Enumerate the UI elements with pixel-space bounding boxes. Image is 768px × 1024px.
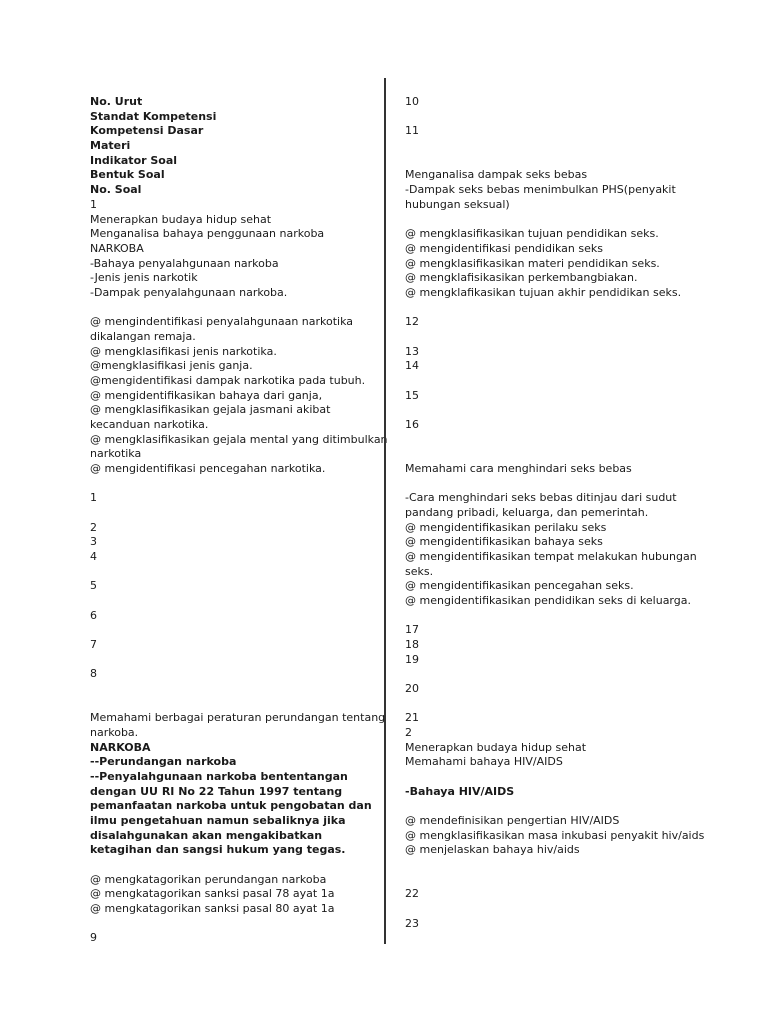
left-text-line: -Dampak penyalahgunaan narkoba. bbox=[90, 286, 288, 299]
left-text-line: Menganalisa bahaya penggunaan narkoba bbox=[90, 227, 325, 240]
left-text-line: NARKOBA bbox=[90, 242, 144, 255]
left-text-line: Bentuk Soal bbox=[90, 168, 165, 181]
right-text-line: 22 bbox=[405, 887, 419, 900]
right-text-line: 15 bbox=[405, 389, 419, 402]
left-text-line: Kompetensi Dasar bbox=[90, 124, 204, 137]
left-text-line: @ mengkatagorikan perundangan narkoba bbox=[90, 873, 327, 886]
left-text-line: Standat Kompetensi bbox=[90, 110, 217, 123]
right-text-line: 14 bbox=[405, 359, 419, 372]
right-text-line: 16 bbox=[405, 418, 419, 431]
right-text-line: -Bahaya HIV/AIDS bbox=[405, 785, 515, 798]
left-text-line: Memahami berbagai peraturan perundangan tentang bbox=[90, 711, 386, 724]
right-text-line: 19 bbox=[405, 653, 419, 666]
right-text-line: seks. bbox=[405, 565, 434, 578]
left-text-line: 7 bbox=[90, 638, 97, 651]
left-text-line: @mengidentifikasi dampak narkotika pada tubuh. bbox=[90, 374, 366, 387]
right-text-line: @ mengidentifikasi pendidikan seks bbox=[405, 242, 603, 255]
right-text-line: @ mengklasifikasikan materi pendidikan seks. bbox=[405, 257, 660, 270]
right-text-line: 18 bbox=[405, 638, 419, 651]
right-text-line: 13 bbox=[405, 345, 419, 358]
left-text-line: @ mengindentifikasi penyalahgunaan narkotika bbox=[90, 315, 354, 328]
column-divider bbox=[384, 78, 386, 944]
left-text-line: narkotika bbox=[90, 447, 142, 460]
left-text-line: @ mengklasifikasi jenis narkotika. bbox=[90, 345, 277, 358]
left-text-line: --Perundangan narkoba bbox=[90, 755, 237, 768]
left-text-line: 3 bbox=[90, 535, 97, 548]
left-text-line: 6 bbox=[90, 609, 97, 622]
left-text-line: Indikator Soal bbox=[90, 154, 178, 167]
left-text-line: 1 bbox=[90, 491, 97, 504]
right-text-line: @ mengklasifikasikan masa inkubasi penyakit hiv/aids bbox=[405, 829, 705, 842]
right-text-line: @ mengklafikasikan tujuan akhir pendidikan seks. bbox=[405, 286, 682, 299]
right-text-line: hubungan seksual) bbox=[405, 198, 510, 211]
left-text-line: ilmu pengetahuan namun sebaliknya jika bbox=[90, 814, 346, 827]
left-text-line: disalahgunakan akan mengakibatkan bbox=[90, 829, 323, 842]
left-text-line: No. Urut bbox=[90, 95, 143, 108]
right-text-line: 21 bbox=[405, 711, 419, 724]
left-text-line: -Jenis jenis narkotik bbox=[90, 271, 198, 284]
left-text-line: dikalangan remaja. bbox=[90, 330, 196, 343]
right-text-line: 11 bbox=[405, 124, 419, 137]
right-text-line: pandang pribadi, keluarga, dan pemerintah. bbox=[405, 506, 649, 519]
left-text-line: -Bahaya penyalahgunaan narkoba bbox=[90, 257, 279, 270]
right-text-line: @ mengidentifikasikan bahaya seks bbox=[405, 535, 603, 548]
left-text-line: dengan UU RI No 22 Tahun 1997 tentang bbox=[90, 785, 343, 798]
left-text-line: Materi bbox=[90, 139, 131, 152]
left-text-line: @mengklasifikasi jenis ganja. bbox=[90, 359, 253, 372]
right-text-line: 10 bbox=[405, 95, 419, 108]
right-text-line: @ mengklafisikasikan perkembangbiakan. bbox=[405, 271, 638, 284]
left-text-line: NARKOBA bbox=[90, 741, 151, 754]
right-text-line: @ mengidentifikasikan pendidikan seks di keluarga. bbox=[405, 594, 691, 607]
right-text-line: 23 bbox=[405, 917, 419, 930]
right-text-line: Memahami bahaya HIV/AIDS bbox=[405, 755, 563, 768]
right-text-line: 12 bbox=[405, 315, 419, 328]
right-text-line: -Dampak seks bebas menimbulkan PHS(penyakit bbox=[405, 183, 676, 196]
right-text-line: @ mengidentifikasikan tempat melakukan hubungan bbox=[405, 550, 697, 563]
left-text-line: @ mengklasifikasikan gejala jasmani akibat bbox=[90, 403, 331, 416]
left-text-line: 2 bbox=[90, 521, 97, 534]
left-text-line: --Penyalahgunaan narkoba bententangan bbox=[90, 770, 348, 783]
left-text-line: 9 bbox=[90, 931, 97, 944]
left-text-line: @ mengidentifikasi pencegahan narkotika. bbox=[90, 462, 326, 475]
left-text-line: @ mengklasifikasikan gejala mental yang ditimbulkan bbox=[90, 433, 388, 446]
right-text-line: @ menjelaskan bahaya hiv/aids bbox=[405, 843, 580, 856]
right-text-line: 20 bbox=[405, 682, 419, 695]
right-text-line: @ mengidentifikasikan perilaku seks bbox=[405, 521, 607, 534]
right-text-line: 17 bbox=[405, 623, 419, 636]
left-text-line: @ mengkatagorikan sanksi pasal 78 ayat 1a bbox=[90, 887, 335, 900]
left-text-line: narkoba. bbox=[90, 726, 139, 739]
right-text-line: @ mendefinisikan pengertian HIV/AIDS bbox=[405, 814, 620, 827]
left-text-line: ketagihan dan sangsi hukum yang tegas. bbox=[90, 843, 346, 856]
right-text-line: Menganalisa dampak seks bebas bbox=[405, 168, 588, 181]
left-text-line: Menerapkan budaya hidup sehat bbox=[90, 213, 272, 226]
left-text-line: @ mengkatagorikan sanksi pasal 80 ayat 1a bbox=[90, 902, 335, 915]
right-text-line: Memahami cara menghindari seks bebas bbox=[405, 462, 632, 475]
right-text-line: Menerapkan budaya hidup sehat bbox=[405, 741, 587, 754]
left-text-line: 8 bbox=[90, 667, 97, 680]
left-text-line: pemanfaatan narkoba untuk pengobatan dan bbox=[90, 799, 372, 812]
left-text-line: 5 bbox=[90, 579, 97, 592]
right-text-line: @ mengklasifikasikan tujuan pendidikan seks. bbox=[405, 227, 659, 240]
right-text-line: 2 bbox=[405, 726, 412, 739]
right-text-line: -Cara menghindari seks bebas ditinjau dari sudut bbox=[405, 491, 677, 504]
left-text-line: 1 bbox=[90, 198, 97, 211]
right-text-line: @ mengidentifikasikan pencegahan seks. bbox=[405, 579, 634, 592]
left-text-line: 4 bbox=[90, 550, 97, 563]
left-text-line: No. Soal bbox=[90, 183, 142, 196]
left-text-line: @ mengidentifikasikan bahaya dari ganja, bbox=[90, 389, 323, 402]
left-text-line: kecanduan narkotika. bbox=[90, 418, 209, 431]
